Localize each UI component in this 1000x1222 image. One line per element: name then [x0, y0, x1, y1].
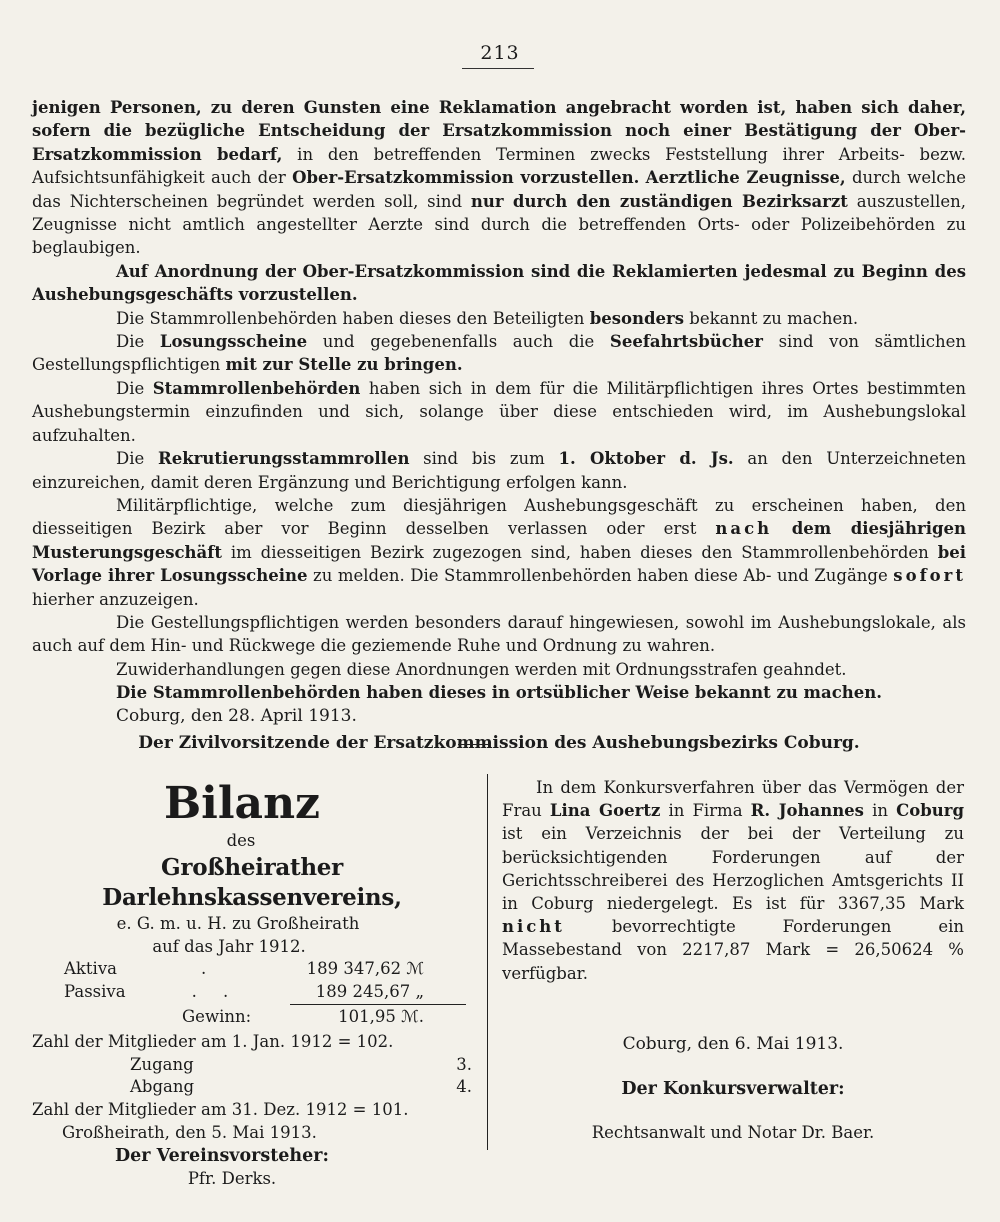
place-date: Coburg, den 28. April 1913. — [116, 705, 357, 726]
bold-text: bei Vorlage ihrer Losungsscheine — [32, 542, 966, 586]
paragraph-1 — [32, 96, 966, 260]
page-number: 213 — [480, 42, 520, 64]
zugang-value: 3. — [456, 1054, 472, 1074]
members-end: Zahl der Mitglieder am 31. Dez. 1912 = 101. — [32, 1100, 409, 1120]
bold-text: Lina Goertz — [549, 801, 661, 821]
paragraph-8: Die Gestellungspflichtigen werden besonders darauf hingewiesen, sowohl im Aushebungslokale, als auch auf dem Hin- und Rückwege die geziemende Ruhe und Ordnung zu wahren. — [32, 612, 966, 656]
konkurs-column — [502, 776, 964, 1144]
association-name: Großheirather Darlehnskassenvereins, — [102, 853, 402, 911]
bilanz-signer-title: Der Vereinsvorsteher: — [115, 1145, 329, 1166]
text: sind bis zum — [409, 449, 559, 469]
bold-text: mit zur Stelle zu bringen. — [225, 355, 463, 375]
fiscal-year: auf das Jahr 1912. — [152, 936, 306, 956]
bilanz-column — [32, 778, 472, 1190]
aktiva-value: 189 347,62 ℳ — [306, 959, 424, 979]
text: bekannt zu machen. — [684, 308, 859, 328]
text: in Firma — [660, 801, 751, 821]
bold-text: Coburg — [896, 801, 964, 821]
paragraph-10: Die Stammrollenbehörden haben dieses in ortsüblicher Weise bekannt zu machen. — [116, 683, 882, 703]
bold-text: Aerztliche Zeugnisse, — [645, 168, 846, 188]
konkurs-signer-name: Rechtsanwalt und Notar Dr. Baer. — [591, 1123, 875, 1143]
dot-leader: . — [200, 959, 207, 979]
bilanz-signer-name: Pfr. Derks. — [187, 1168, 277, 1188]
passiva-label: Passiva — [64, 982, 126, 1002]
members-start: Zahl der Mitglieder am 1. Jan. 1912 = 102. — [32, 1031, 394, 1051]
bold-text: dem diesjährigen Musterungsgeschäft — [32, 519, 966, 562]
paragraph-6 — [32, 447, 966, 494]
zugang-row — [32, 1054, 472, 1077]
paragraph-5 — [32, 377, 966, 447]
bold-text: Stammrollenbehörden — [152, 378, 361, 398]
paragraph-7 — [32, 494, 966, 611]
konkurs-notice — [502, 776, 964, 985]
text: durch welche das Nichterscheinen begründet werden soll, sind — [32, 168, 966, 211]
gewinn-label: Gewinn: — [182, 1006, 252, 1026]
column-rule — [487, 774, 488, 1150]
text: im diesseitigen Bezirk zugezogen sind, haben dieses den Stammrollenbehörden — [221, 542, 938, 562]
sum-line — [290, 1004, 466, 1005]
announcement-body — [32, 96, 966, 755]
abgang-value: 4. — [456, 1077, 472, 1097]
paragraph-2: Auf Anordnung der Ober-Ersatzkommission sind die Reklamierten jedesmal zu Beginn des Aushebungsgeschäfts vorzustellen. — [32, 261, 966, 305]
bold-text: Seefahrtsbücher — [609, 332, 763, 352]
bold-text: Ober-Ersatzkommission vorzustellen. — [292, 168, 640, 188]
bold-text: jenigen Personen, zu deren Gunsten eine Reklamation angebracht worden ist, haben sich daher, sofern die bezügliche Entscheidung der Ersatzkommission noch einer Bestätigung der Ober-Ersatzkommission bedarf, — [32, 98, 966, 164]
bold-text: besonders — [589, 308, 685, 328]
abgang-label: Abgang — [130, 1077, 195, 1097]
passiva-value: 189 245,67 „ — [315, 982, 424, 1002]
text: auszustellen, Zeugnisse nicht amtlich angestellter Aerzte sind durch die betreffenden Orts- oder Polizeibehörden zu beglaubigen. — [32, 191, 967, 258]
text: in — [863, 801, 897, 821]
text: hierher anzuzeigen. — [32, 589, 199, 609]
paragraph-9: Zuwiderhandlungen gegen diese Anordnungen werden mit Ordnungsstrafen geahndet. — [116, 659, 847, 679]
text: Die — [116, 449, 158, 469]
spaced-text: sofort — [893, 566, 966, 586]
text: sind von sämtlichen Gestellungspflichtigen — [32, 332, 966, 375]
bilanz-des: des — [226, 831, 256, 850]
text: Militärpflichtige, welche zum diesjährigen Aushebungsgeschäft zu erscheinen haben, den diesseitigen Bezirk aber vor Beginn desselben verlassen oder erst — [32, 495, 966, 539]
balance-amounts — [64, 958, 424, 1028]
aktiva-row — [64, 958, 424, 981]
paragraph-4 — [32, 330, 966, 377]
text: haben sich in dem für die Militärpflichtigen ihres Ortes bestimmten Aushebungstermin einzufinden und sich, solange über diese entschieden wird, im Aushebungslokal aufzuhalten. — [32, 378, 967, 445]
gewinn-value: 101,95 ℳ. — [338, 1006, 424, 1026]
gewinn-row — [64, 1006, 424, 1029]
text: Die — [116, 378, 153, 398]
text: bevorrechtigte Forderungen ein Massebestand von 2217,87 Mark = 26,50624 % verfügbar. — [502, 917, 964, 983]
spaced-text: nach — [715, 519, 773, 539]
page-number-rule — [462, 68, 534, 69]
text: in den betreffenden Terminen zwecks Feststellung ihrer Arbeits- bezw. Aufsichtsunfähigkeit auch der — [32, 144, 966, 188]
konkurs-place-date: Coburg, den 6. Mai 1913. — [622, 1033, 844, 1054]
spaced-text: nicht — [502, 917, 565, 937]
zugang-label: Zugang — [130, 1054, 194, 1074]
bold-text: Rekrutierungsstammrollen — [157, 449, 410, 469]
bold-text: Losungsscheine — [159, 332, 308, 352]
bilanz-title: Bilanz — [163, 778, 321, 829]
signatory: Der Zivilvorsitzende der Ersatzkommission des Aushebungsbezirks Coburg. — [138, 732, 860, 753]
bold-text: 1. Oktober d. Js. — [558, 449, 734, 469]
text: Die Stammrollenbehörden haben dieses den Beteiligten — [116, 308, 590, 328]
konkurs-signer-title: Der Konkursverwalter: — [621, 1079, 845, 1100]
text: In dem Konkursverfahren über das Vermögen der Frau — [502, 778, 964, 821]
text: ist ein Verzeichnis der bei der Verteilung zu berücksichtigenden Forderungen auf der Gerichtsschreiberei des Herzoglichen Amtsgerichts II in Coburg niedergelegt. Es ist für 3367,35 Mark — [502, 824, 964, 914]
bold-text: nur durch den zuständigen Bezirksarzt — [470, 191, 848, 211]
text: zu melden. Die Stammrollenbehörden haben diese Ab- und Zugänge — [307, 566, 894, 586]
bold-text: R. Johannes — [750, 801, 864, 821]
aktiva-label: Aktiva — [64, 959, 117, 979]
section-divider — [458, 744, 488, 745]
abgang-row — [32, 1076, 472, 1099]
text: an den Unterzeichneten einzureichen, damit deren Ergänzung und Berichtigung erfolgen kann. — [32, 449, 967, 492]
bilanz-place-date: Großheirath, den 5. Mai 1913. — [62, 1122, 317, 1142]
paragraph-3 — [32, 307, 966, 330]
text: und gegebenenfalls auch die — [307, 332, 610, 352]
passiva-row — [64, 981, 424, 1004]
dot-leader: . . — [191, 982, 229, 1002]
text: Die — [116, 332, 160, 352]
association-legal-form: e. G. m. u. H. zu Großheirath — [116, 913, 360, 933]
